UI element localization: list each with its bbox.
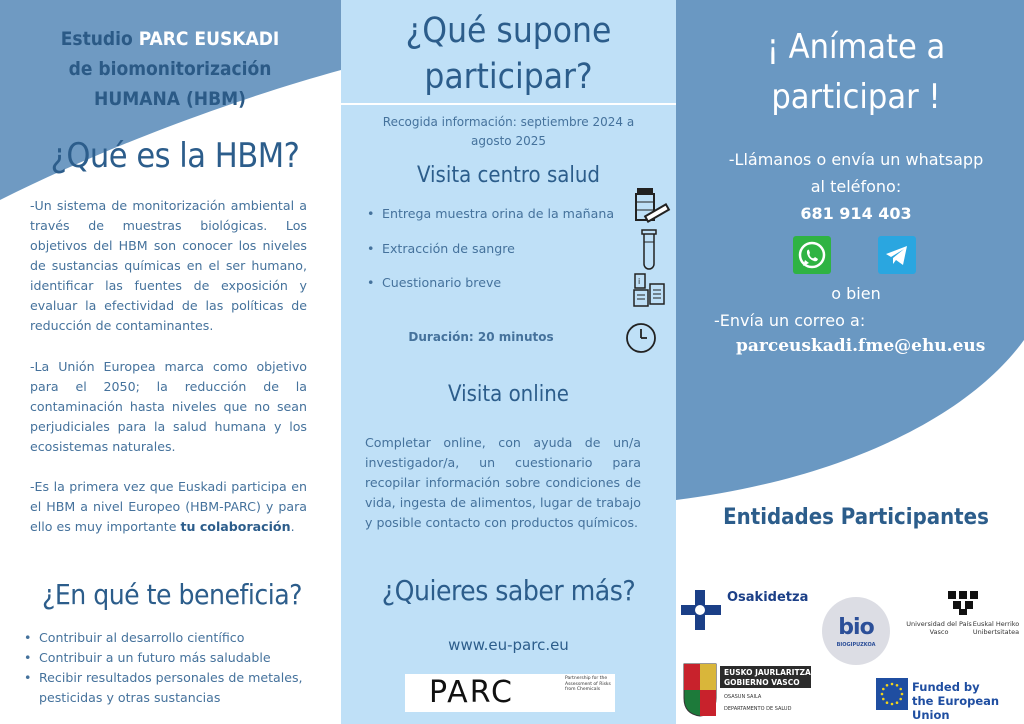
upv-label-eu: Euskal Herriko Unibertsitatea xyxy=(972,620,1020,636)
upv-label-es: Universidad del País Vasco xyxy=(906,620,972,636)
urine-cup-icon xyxy=(631,184,671,226)
osakidetza-logo: Osakidetza xyxy=(727,590,809,605)
test-tube-icon xyxy=(639,228,659,274)
online-description: Completar online, con ayuda de un/a investigador/a, un cuestionario para recopilar información sobre condiciones de vida, ingesta de alimentos, lugar de trabajo y posible contacto con productos químicos. xyxy=(365,435,641,530)
hbm-heading: ¿Qué es la HBM? xyxy=(50,136,300,176)
osakidetza-logo-icon xyxy=(681,590,721,630)
questionnaire-icon xyxy=(631,272,667,308)
gobierno-vasco-label: GOBIERNO VASCO xyxy=(724,678,800,687)
email-intro: -Envía un correo a: xyxy=(714,311,866,330)
eu-funding-label: Funded by the European Union xyxy=(912,680,1000,722)
header-divider xyxy=(341,103,676,105)
upv-ehu-logo-icon xyxy=(946,589,980,617)
middle-panel xyxy=(341,0,676,724)
basque-coat-of-arms-icon xyxy=(682,662,718,718)
phone-number[interactable]: 681 914 403 xyxy=(800,204,912,223)
collection-period: Recogida información: septiembre 2024 a agosto 2025 xyxy=(382,115,635,148)
departamento-salud-label: DEPARTAMENTO DE SALUD xyxy=(724,706,792,712)
biogipuzkoa-logo: bio BIOGIPUZKOA xyxy=(822,597,890,665)
list-item: • Recibir resultados personales de metales, pesticidas y otras sustancias xyxy=(22,668,322,708)
list-item: • Contribuir a un futuro más saludable xyxy=(22,648,322,668)
email-address[interactable]: parceuskadi.fme@ehu.eus xyxy=(736,336,986,356)
visit-online-heading: Visita online xyxy=(448,382,569,407)
study-title: Estudio PARC EUSKADI de biomonitorización HUMANA (HBM) xyxy=(60,28,280,110)
parc-logo: PARC Partnership for the Assessment of Risks from Chemicals xyxy=(405,674,615,712)
list-item: • Extracción de sangre xyxy=(367,241,515,256)
benefit-list xyxy=(22,628,322,708)
benefit-heading: ¿En qué te beneficia? xyxy=(41,578,303,611)
entities-heading: Entidades Participantes xyxy=(723,505,989,530)
whatsapp-icon[interactable] xyxy=(793,236,831,274)
left-panel xyxy=(0,0,341,724)
eusko-jaurlaritza-label: EUSKO JAURLARITZA xyxy=(724,668,811,677)
list-item: • Cuestionario breve xyxy=(367,275,502,290)
osasun-saila-label: OSASUN SAILA xyxy=(724,694,762,700)
list-item: • Contribuir al desarrollo científico xyxy=(22,628,322,648)
telegram-icon[interactable] xyxy=(878,236,916,274)
more-info-heading: ¿Quieres saber más? xyxy=(381,574,636,607)
study-highlight: PARC EUSKADI xyxy=(138,28,280,50)
call-line-2: al teléfono: xyxy=(810,177,902,196)
website-link[interactable]: www.eu-parc.eu xyxy=(448,636,569,654)
list-item: • Entrega muestra orina de la mañana xyxy=(367,206,615,221)
duration-label: Duración: 20 minutos xyxy=(408,330,554,344)
clock-icon xyxy=(625,322,657,354)
or-label: o bien xyxy=(831,284,881,303)
participate-heading: ¿Qué supone participar? xyxy=(405,11,612,97)
svg-text:i: i xyxy=(638,277,641,286)
right-panel xyxy=(676,0,1024,724)
call-line-1: -Llámanos o envía un whatsapp xyxy=(728,150,984,169)
visit-health-heading: Visita centro salud xyxy=(417,163,600,188)
hbm-paragraph-1: -Un sistema de monitorización ambiental a través de muestras biológicas. Los objetivos del HBM son conocer los niveles de sustancias químicas en el ser humano, identificar las fuentes de exposición y evaluar la efectividad de las políticas de reducción de contaminantes. xyxy=(30,198,307,333)
hbm-paragraph-3: -Es la primera vez que Euskadi participa en el HBM a nivel Europeo (HBM-PARC) y para ello es muy importante tu colaboración. xyxy=(30,479,307,534)
encourage-heading: ¡ Anímate a participar ! xyxy=(766,27,946,117)
hbm-paragraph-2: -La Unión Europea marca como objetivo para el 2050; la reducción de la contaminación hasta niveles que no sean perjudiciales para la salud humana y los ecosistemas naturales. xyxy=(30,359,307,454)
eu-flag-icon xyxy=(876,678,908,710)
